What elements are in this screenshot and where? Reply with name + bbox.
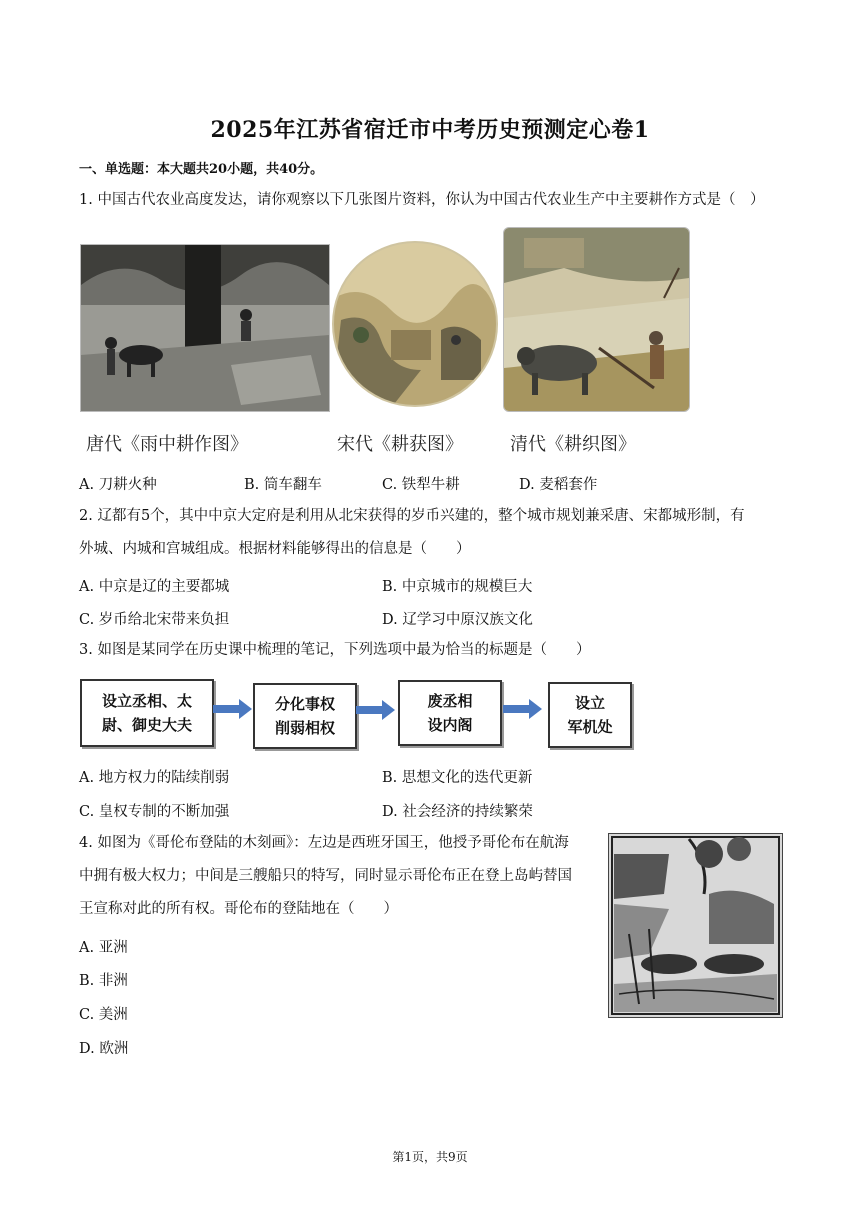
flow-arrow-icon <box>213 698 253 720</box>
page-footer: 第1页，共9页 <box>392 1150 468 1164</box>
song-painting-image <box>331 240 499 408</box>
q2-option-a[interactable]: A. 中京是辽的主要都城 <box>79 579 230 595</box>
q1-option-c[interactable]: C. 铁犁牛耕 <box>382 477 460 493</box>
q1-option-d[interactable]: D. 麦稻套作 <box>519 477 598 493</box>
question-4-line1: 4. 如图为《哥伦布登陆的木刻画》：左边是西班牙国王，他授予哥伦布在航海 <box>79 835 569 851</box>
question-3-stem: 3. 如图是某同学在历史课中梳理的笔记，下列选项中最为恰当的标题是（ ） <box>79 642 591 658</box>
q3-option-c[interactable]: C. 皇权专制的不断加强 <box>79 804 230 820</box>
flow-step-3: 废丞相 设内阁 <box>398 680 502 746</box>
caption-song: 宋代《耕获图》 <box>337 434 463 455</box>
tang-painting-image <box>80 244 330 412</box>
section-heading: 一、单选题：本大题共20小题，共40分。 <box>79 162 324 177</box>
page-title: 2025年江苏省宿迁市中考历史预测定心卷1 <box>210 117 650 143</box>
question-4-line3: 王宣称对此的所有权。哥伦布的登陆地在（ ） <box>79 901 398 917</box>
q2-option-c[interactable]: C. 岁币给北宋带来负担 <box>79 612 230 628</box>
flow-step-2: 分化事权 削弱相权 <box>253 683 357 749</box>
question-2-line2: 外城、内城和宫城组成。根据材料能够得出的信息是（ ） <box>79 541 471 557</box>
columbus-woodcut-image <box>608 833 783 1018</box>
q4-option-c[interactable]: C. 美洲 <box>79 1007 128 1023</box>
flow-arrow-icon <box>503 698 543 720</box>
q3-option-a[interactable]: A. 地方权力的陆续削弱 <box>79 770 230 786</box>
q3-option-b[interactable]: B. 思想文化的迭代更新 <box>382 770 533 786</box>
q2-option-b[interactable]: B. 中京城市的规模巨大 <box>382 579 533 595</box>
caption-tang: 唐代《雨中耕作图》 <box>86 434 248 455</box>
flow-arrow-icon <box>356 699 396 721</box>
qing-painting-image <box>503 227 690 412</box>
question-1-stem: 1. 中国古代农业高度发达，请你观察以下几张图片资料，你认为中国古代农业生产中主要耕作方式是（ ） <box>79 192 765 208</box>
q1-option-a[interactable]: A. 刀耕火种 <box>79 477 157 493</box>
question-2-line1: 2. 辽都有5个，其中中京大定府是利用从北宋获得的岁币兴建的，整个城市规划兼采唐、宋都城形制，有 <box>79 508 745 524</box>
flow-step-4: 设立 军机处 <box>548 682 632 748</box>
question-4-line2: 中拥有极大权力；中间是三艘船只的特写，同时显示哥伦布正在登上岛屿替国 <box>79 868 572 884</box>
q4-option-d[interactable]: D. 欧洲 <box>79 1041 129 1057</box>
flow-step-1: 设立丞相、太 尉、御史大夫 <box>80 679 214 747</box>
q2-option-d[interactable]: D. 辽学习中原汉族文化 <box>382 612 533 628</box>
q1-option-b[interactable]: B. 筒车翻车 <box>244 477 322 493</box>
q4-option-a[interactable]: A. 亚洲 <box>79 940 128 956</box>
q4-option-b[interactable]: B. 非洲 <box>79 973 128 989</box>
q3-option-d[interactable]: D. 社会经济的持续繁荣 <box>382 804 533 820</box>
caption-qing: 清代《耕织图》 <box>510 434 636 455</box>
